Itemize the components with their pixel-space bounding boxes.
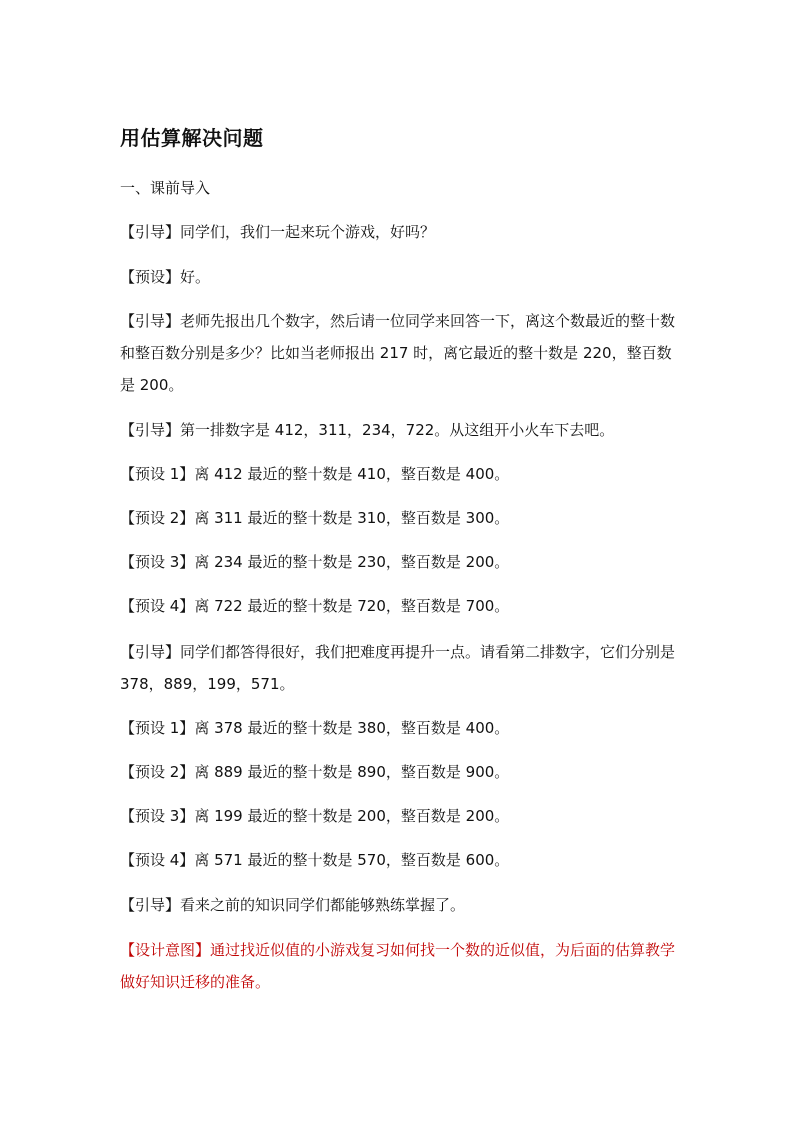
design-intent-paragraph: [120, 934, 680, 998]
paragraph: [120, 216, 680, 248]
paragraph-tag: 【预设 1】: [120, 719, 195, 737]
paragraph: [120, 305, 680, 401]
paragraph-text: 看来之前的知识同学们都能够熟练掌握了。: [180, 896, 466, 914]
paragraph-tag: 【预设 4】: [120, 851, 195, 869]
paragraph-text: 离 234 最近的整十数是 230，整百数是 200。: [194, 553, 510, 571]
paragraph: [120, 844, 680, 876]
section-heading: 一、课前导入: [120, 179, 211, 197]
paragraph-text: 离 199 最近的整十数是 200，整百数是 200。: [194, 807, 510, 825]
paragraph-tag: 【引导】: [120, 643, 181, 661]
paragraph-tag: 【预设 2】: [120, 763, 195, 781]
paragraph-tag: 【引导】: [120, 223, 181, 241]
paragraph: [120, 590, 680, 622]
paragraph: [120, 800, 680, 832]
paragraph-tag: 【引导】: [120, 896, 181, 914]
paragraph-tag: 【预设 3】: [120, 807, 195, 825]
paragraph-text: 第一排数字是 412，311，234，722。从这组开小火车下去吧。: [180, 421, 615, 439]
paragraph-text: 同学们，我们一起来玩个游戏，好吗？: [180, 223, 436, 241]
paragraph: [120, 756, 680, 788]
paragraph-text: 离 889 最近的整十数是 890，整百数是 900。: [194, 763, 510, 781]
paragraph-text: 同学们都答得很好，我们把难度再提升一点。请看第二排数字，它们分别是 378，889，199，571。: [120, 643, 676, 693]
paragraph-tag: 【预设 3】: [120, 553, 195, 571]
paragraph-text: 通过找近似值的小游戏复习如何找一个数的近似值，为后面的估算教学做好知识迁移的准备。: [120, 941, 676, 991]
paragraph-text: 离 412 最近的整十数是 410，整百数是 400。: [194, 465, 510, 483]
paragraph: [120, 414, 680, 446]
paragraph: [120, 546, 680, 578]
paragraph-tag: 【设计意图】: [120, 941, 211, 959]
paragraph: [120, 458, 680, 490]
paragraph-tag: 【预设】: [120, 268, 181, 286]
paragraph-text: 离 722 最近的整十数是 720，整百数是 700。: [194, 597, 510, 615]
paragraph-tag: 【预设 4】: [120, 597, 195, 615]
paragraph-tag: 【引导】: [120, 312, 181, 330]
paragraph-text: 老师先报出几个数字，然后请一位同学来回答一下，离这个数最近的整十数和整百数分别是多少？比如当老师报出 217 时，离它最近的整十数是 220，整百数是 200。: [120, 312, 676, 394]
paragraph: [120, 712, 680, 744]
paragraph: [120, 502, 680, 534]
paragraph: [120, 636, 680, 700]
paragraph-tag: 【引导】: [120, 421, 181, 439]
paragraph-text: 离 378 最近的整十数是 380，整百数是 400。: [194, 719, 510, 737]
paragraph-text: 好。: [180, 268, 211, 286]
paragraph: [120, 261, 680, 293]
paragraph-tag: 【预设 1】: [120, 465, 195, 483]
paragraph: [120, 889, 680, 921]
page-title: 用估算解决问题: [120, 126, 264, 150]
paragraph-tag: 【预设 2】: [120, 509, 195, 527]
paragraph-text: 离 311 最近的整十数是 310，整百数是 300。: [194, 509, 510, 527]
paragraph-text: 离 571 最近的整十数是 570，整百数是 600。: [194, 851, 510, 869]
